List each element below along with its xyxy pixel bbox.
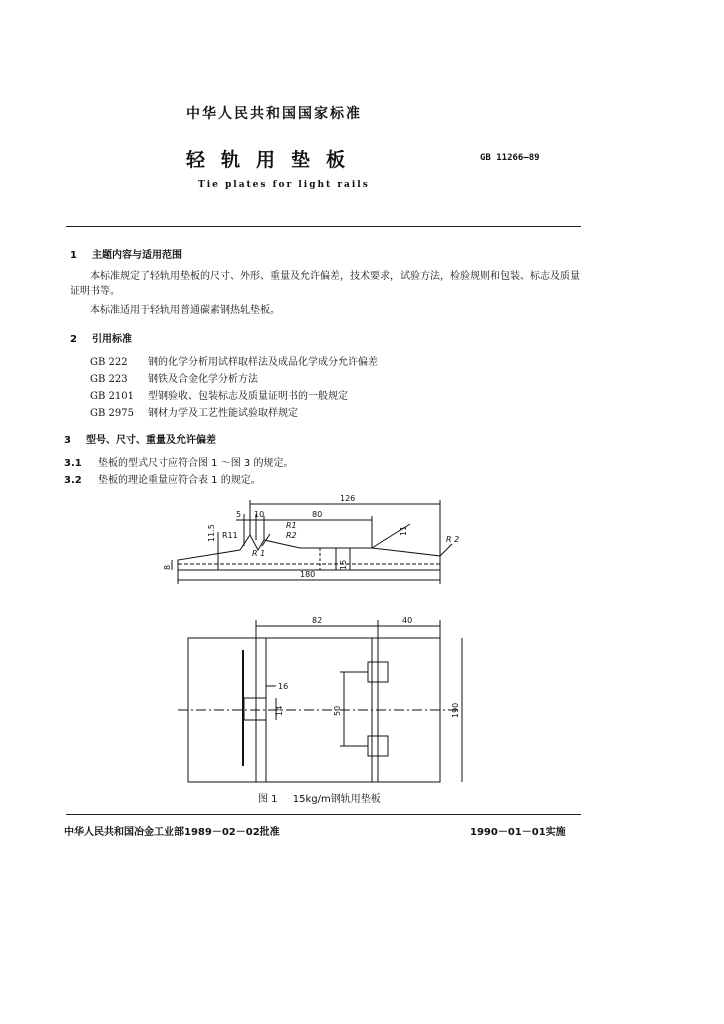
footer-rule <box>66 814 581 815</box>
clause-text: 垫板的型式尺寸应符合图 1 ～图 3 的规定。 <box>98 458 294 469</box>
dim-11-label: 11 <box>399 525 408 536</box>
dim-190-label: 190 <box>451 702 460 718</box>
dim-10-label: 10 <box>254 510 265 519</box>
ref-text: 钢材力学及工艺性能试验取样规定 <box>148 408 298 419</box>
dim-5-label: 5 <box>236 510 242 519</box>
effective-date: 1990－01－01实施 <box>470 827 566 838</box>
ref-text: 钢的化学分析用试样取样法及成品化学成分允许偏差 <box>148 357 378 368</box>
clause-number: 3.1 <box>64 458 82 469</box>
dim-15-label: 15 <box>339 559 348 570</box>
clause-3-2 <box>64 471 261 486</box>
figure-1-drawing <box>0 490 724 810</box>
dim-82-label: 82 <box>312 616 323 625</box>
ref-item <box>90 353 378 368</box>
ref-code: GB 2101 <box>90 391 134 402</box>
ref-item <box>90 404 298 419</box>
approval-text: 中华人民共和国冶金工业部1989－02－02批准 <box>64 827 280 838</box>
section-3-heading <box>64 431 216 446</box>
leader-line <box>440 544 452 556</box>
clause-number: 3.2 <box>64 475 82 486</box>
section-1-number: 1 <box>70 250 77 261</box>
leader-line <box>262 534 270 546</box>
ref-code: GB 222 <box>90 357 128 368</box>
figure-caption-label: 图 1 <box>258 794 278 805</box>
dim-11-5-label: 11.5 <box>207 524 216 542</box>
ref-item <box>90 370 258 385</box>
section-2-number: 2 <box>70 334 77 345</box>
section-1-title: 主题内容与适用范围 <box>92 250 182 261</box>
ref-item <box>90 387 348 402</box>
english-title: Tie plates for light rails <box>198 180 370 190</box>
clause-3-1 <box>64 454 293 469</box>
radius-r2-right-label: R 2 <box>446 535 460 544</box>
radius-r2-label: R2 <box>286 531 297 540</box>
figure-caption <box>258 790 381 805</box>
section-2-title: 引用标准 <box>92 334 132 345</box>
dim-8-label: 8 <box>163 564 172 570</box>
ref-text: 钢铁及合金化学分析方法 <box>148 374 258 385</box>
radius-small-label: R 1 <box>252 549 266 558</box>
spike-hole-left <box>244 698 266 720</box>
document-title: 轻轨用垫板 <box>186 149 362 171</box>
dim-40-label: 40 <box>402 616 413 625</box>
clause-text: 垫板的理论重量应符合表 1 的规定。 <box>98 475 261 486</box>
section-3-title: 型号、尺寸、重量及允许偏差 <box>86 435 216 446</box>
header-rule <box>66 226 581 227</box>
section-1-para2: 本标准适用于轻轨用普通碳素钢热轧垫板。 <box>90 305 280 316</box>
radius-r1-label: R1 <box>286 521 297 530</box>
document-organization: 中华人民共和国国家标准 <box>186 106 362 122</box>
section-2-heading <box>70 330 132 345</box>
cross-section-profile <box>178 535 440 570</box>
radius-r11-label: R11 <box>222 531 238 540</box>
figure-caption-text: 15kg/m钢轨用垫板 <box>292 794 381 805</box>
dim-180-label: 180 <box>300 570 316 579</box>
section-3-number: 3 <box>64 435 71 446</box>
ref-code: GB 223 <box>90 374 128 385</box>
ref-code: GB 2975 <box>90 408 134 419</box>
dim-16-label: 16 <box>278 682 289 691</box>
dim-126-label: 126 <box>340 494 356 503</box>
section-1-heading <box>70 246 182 261</box>
dim-80-label: 80 <box>312 510 323 519</box>
dim-50-label: 50 <box>333 705 342 716</box>
dim-14-label: 14 <box>275 705 284 716</box>
section-1-para1: 本标准规定了轻轨用垫板的尺寸、外形、重量及允许偏差，技术要求，试验方法，检验规则和包装、标志及质量证明书等。 <box>70 271 580 297</box>
standard-code: GB 11266—89 <box>480 153 540 163</box>
ref-text: 型钢验收、包装标志及质量证明书的一般规定 <box>148 391 348 402</box>
